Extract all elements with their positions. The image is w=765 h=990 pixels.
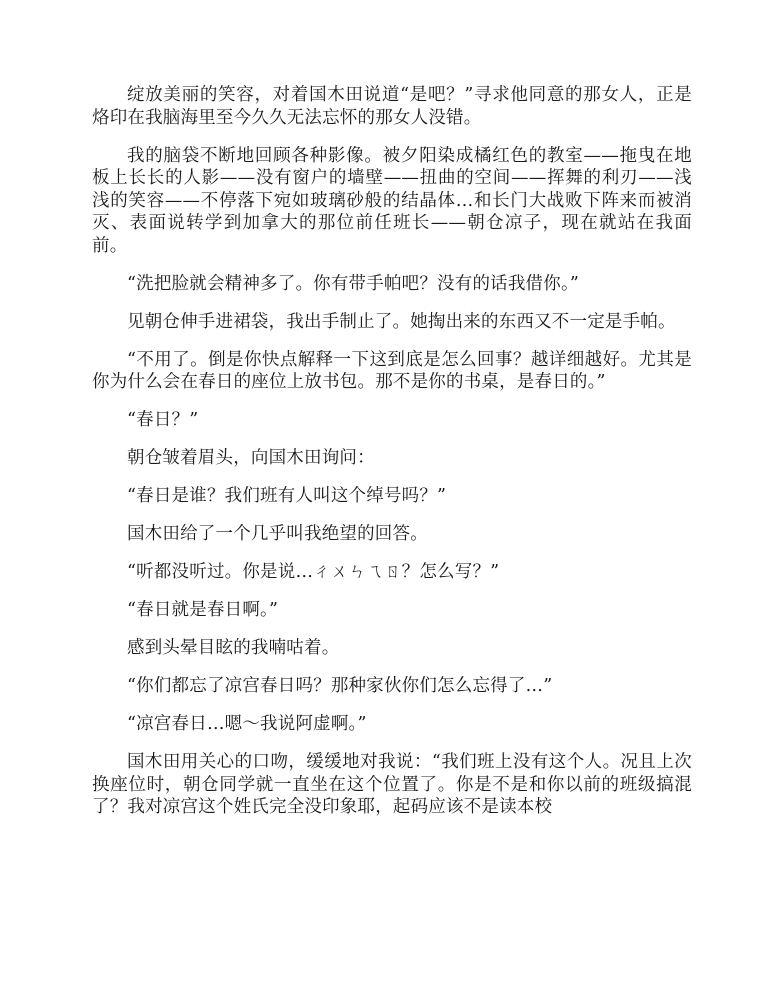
paragraph: “凉宫春日…嗯～我说阿虚啊。”	[127, 714, 367, 734]
paragraph: 绽放美丽的笑容，对着国木田说道“是吧？”寻求他同意的那女人，正是烙印在我脑海里至今久久无法忘怀的那女人没错。	[92, 85, 692, 128]
paragraph: 我的脑袋不断地回顾各种影像。被夕阳染成橘红色的教室——拖曳在地板上长长的人影——没有窗户的墙壁——扭曲的空间——挥舞的利刃——浅浅的笑容——不停落下宛如玻璃砂般的结晶体…和长门大战败下阵来而被消灭、表面说转学到加拿大的那位前任班长——朝仓凉子，现在就站在我面前。	[92, 145, 692, 256]
paragraph: “不用了。倒是你快点解释一下这到底是怎么回事？越详细越好。尤其是你为什么会在春日的座位上放书包。那不是你的书桌，是春日的。”	[92, 349, 692, 392]
paragraph: 国木田用关心的口吻，缓缓地对我说：“我们班上没有这个人。况且上次换座位时，朝仓同学就一直坐在这个位置了。你是不是和你以前的班级搞混了？我对凉宫这个姓氏完全没印象耶，起码应该不是读本校	[92, 752, 692, 817]
paragraph: 见朝仓伸手进裙袋，我出手制止了。她掏出来的东西又不一定是手帕。	[127, 311, 676, 332]
paragraph: “听都没听过。你是说…ㄔㄨㄣㄟㄖ？怎么写？”	[127, 562, 500, 582]
paragraph: “春日？”	[127, 410, 199, 430]
paragraph: “你们都忘了凉宫春日吗？那种家伙你们怎么忘得了…”	[127, 676, 553, 696]
paragraph: 国木田给了一个几乎叫我绝望的回答。	[127, 524, 428, 544]
paragraph: “春日是谁？我们班有人叫这个绰号吗？”	[127, 486, 447, 506]
paragraph: “洗把脸就会精神多了。你有带手帕吧？没有的话我借你。”	[127, 273, 580, 294]
novel-text-body	[92, 84, 692, 834]
paragraph: “春日就是春日啊。”	[127, 600, 279, 620]
paragraph: 朝仓皱着眉头，向国木田询问：	[127, 448, 375, 468]
paragraph: 感到头晕目眩的我喃咕着。	[127, 638, 340, 658]
